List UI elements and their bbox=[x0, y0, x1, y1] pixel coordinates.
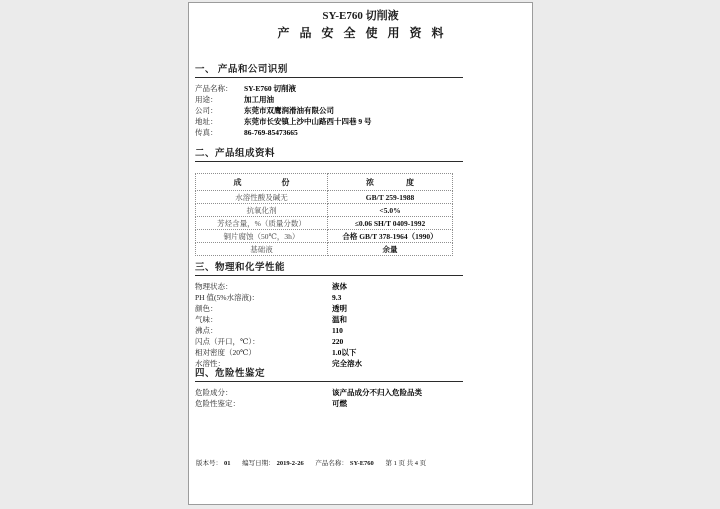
field-value: SY-E760 切削液 bbox=[244, 84, 297, 93]
field-value: 220 bbox=[332, 337, 344, 346]
component-cell: 基础液 bbox=[196, 243, 328, 256]
concentration-cell: GB/T 259-1988 bbox=[328, 191, 453, 204]
document-subtitle: 产 品 安 全 使 用 资 料 bbox=[277, 26, 444, 40]
field-label: 物理状态： bbox=[195, 282, 233, 291]
field-value: 1.0以下 bbox=[332, 348, 357, 357]
field-value: 东莞市双鹰润滑油有限公司 bbox=[244, 106, 334, 115]
field-value: 温和 bbox=[332, 315, 347, 324]
section3-fields bbox=[195, 281, 463, 369]
field-label: 闪点（开口，℃）： bbox=[195, 337, 260, 346]
field-row-product-name bbox=[195, 83, 463, 94]
component-cell: 抗氧化剂 bbox=[196, 204, 328, 217]
section2-heading: 二、产品组成资料 bbox=[195, 145, 463, 162]
column-header-concentration: 浓 度 bbox=[328, 174, 453, 191]
field-label: 传真： bbox=[195, 128, 218, 137]
field-value: 9.3 bbox=[332, 293, 342, 302]
footer-product-name: 产品名称： SY-E760 bbox=[315, 460, 374, 467]
document-page bbox=[188, 2, 533, 505]
field-label: 水溶性： bbox=[195, 359, 225, 368]
field-value: 液体 bbox=[332, 282, 347, 291]
concentration-cell: ≤0.06 SH/T 0409-1992 bbox=[328, 217, 453, 230]
field-label: 相对密度（20℃） bbox=[195, 348, 256, 357]
field-row-fax bbox=[195, 127, 463, 138]
section4-fields bbox=[195, 387, 463, 409]
field-row-physical-state bbox=[195, 281, 463, 292]
field-label: 危险性鉴定： bbox=[195, 399, 240, 408]
section-product-company-identification bbox=[195, 61, 463, 138]
field-row-usage bbox=[195, 94, 463, 105]
field-value: 完全溶水 bbox=[332, 359, 362, 368]
table-row bbox=[196, 217, 453, 230]
footer-version: 版本号： 01 bbox=[196, 460, 231, 467]
section4-heading: 四、危险性鉴定 bbox=[195, 365, 463, 382]
field-value: 86-769-85473665 bbox=[244, 128, 298, 137]
field-value: 110 bbox=[332, 326, 343, 335]
footer-page-number: 第 1 页 共 4 页 bbox=[385, 460, 427, 467]
field-label: 气味： bbox=[195, 315, 218, 324]
section3-heading: 三、物理和化学性能 bbox=[195, 259, 463, 276]
concentration-cell: 余量 bbox=[328, 243, 453, 256]
field-row-hazard-rating bbox=[195, 398, 463, 409]
field-row-relative-density bbox=[195, 347, 463, 358]
section-product-composition bbox=[195, 145, 463, 256]
field-row-color bbox=[195, 303, 463, 314]
table-row bbox=[196, 243, 453, 256]
field-value: 该产品成分不归入危险品类 bbox=[332, 388, 422, 397]
field-label: 公司： bbox=[195, 106, 218, 115]
section1-fields bbox=[195, 83, 463, 138]
field-row-flash-point bbox=[195, 336, 463, 347]
field-label: 用途： bbox=[195, 95, 218, 104]
column-header-component: 成 份 bbox=[196, 174, 328, 191]
component-cell: 铜片腐蚀（50℃，3h） bbox=[196, 230, 328, 243]
field-row-address bbox=[195, 116, 463, 127]
field-value: 透明 bbox=[332, 304, 347, 313]
field-label: 危险成分： bbox=[195, 388, 233, 397]
section-hazard-identification bbox=[195, 365, 463, 409]
document-title: SY-E760 切削液 bbox=[322, 10, 399, 22]
component-cell: 芳烃含量，%（质量分数） bbox=[196, 217, 328, 230]
section1-heading: 一、 产品和公司识别 bbox=[195, 61, 463, 78]
table-header-row bbox=[196, 174, 453, 191]
field-value: 东莞市长安镇上沙中山路西十四巷 9 号 bbox=[244, 117, 372, 126]
field-label: 地址： bbox=[195, 117, 218, 126]
field-label: 颜色： bbox=[195, 304, 218, 313]
field-row-odor bbox=[195, 314, 463, 325]
field-label: 沸点： bbox=[195, 326, 218, 335]
field-label: 产品名称： bbox=[195, 84, 233, 93]
field-value: 可燃 bbox=[332, 399, 347, 408]
concentration-cell: <5.0% bbox=[328, 204, 453, 217]
section-physical-chemical-properties bbox=[195, 259, 463, 369]
field-row-boiling-point bbox=[195, 325, 463, 336]
table-row bbox=[196, 191, 453, 204]
composition-table bbox=[195, 173, 453, 256]
field-row-hazardous-components bbox=[195, 387, 463, 398]
footer-date: 编写日期： 2019-2-26 bbox=[242, 460, 304, 467]
field-value: 加工用油 bbox=[244, 95, 274, 104]
field-row-ph bbox=[195, 292, 463, 303]
field-label: PH 值(5%水溶液)： bbox=[195, 293, 259, 302]
field-row-company bbox=[195, 105, 463, 116]
concentration-cell: 合格 GB/T 378-1964（1990） bbox=[328, 230, 453, 243]
table-row bbox=[196, 204, 453, 217]
table-row bbox=[196, 230, 453, 243]
component-cell: 水溶性酸及碱无 bbox=[196, 191, 328, 204]
page-footer bbox=[196, 458, 426, 467]
